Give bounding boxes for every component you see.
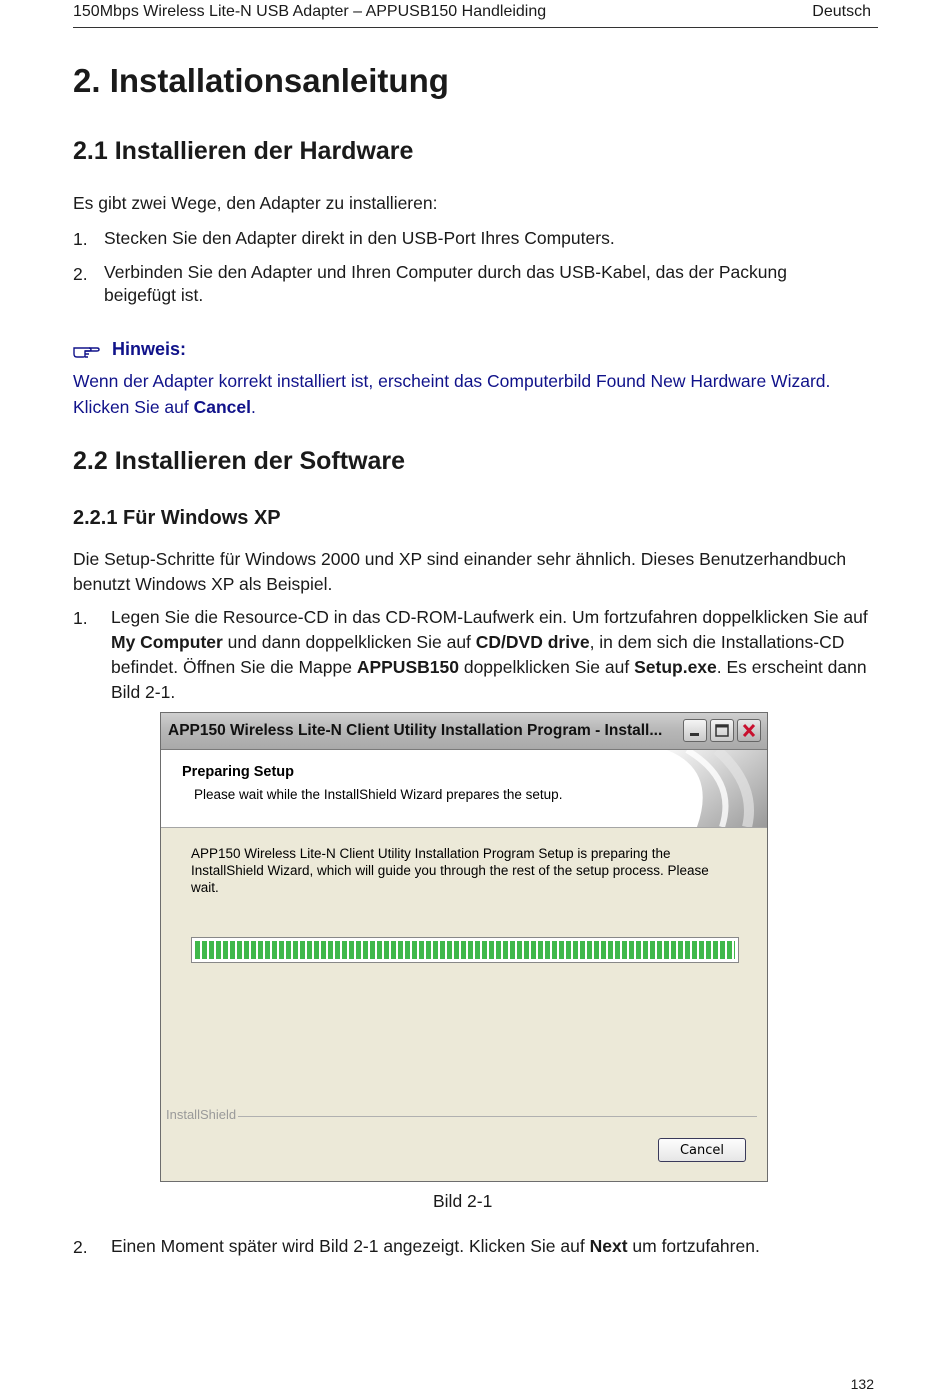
- installer-window: [160, 712, 768, 1182]
- installer-window-title: APP150 Wireless Lite-N Client Utility Installation Program - Install...: [168, 722, 663, 739]
- banner-title: Preparing Setup: [182, 764, 294, 780]
- note-title: [73, 339, 186, 360]
- note-title-text: Hinweis:: [112, 339, 187, 359]
- installer-banner: [161, 750, 767, 828]
- step2-next: Next: [589, 1236, 628, 1256]
- step2-text-a: Einen Moment später wird Bild 2-1 angezeigt. Klicken Sie auf: [111, 1236, 590, 1256]
- note-text-body: Wenn der Adapter korrekt installiert ist, erscheint das Computerbild Found New Hardware Wizard. Klicken Sie auf: [73, 371, 831, 417]
- step2-text-b: um fortzufahren.: [627, 1236, 760, 1256]
- minimize-icon: [684, 720, 706, 741]
- step1-appusb150: APPUSB150: [356, 657, 459, 677]
- note-cancel-bold: Cancel: [193, 397, 252, 417]
- maximize-button[interactable]: [710, 719, 734, 742]
- step1-text-e: . Es erscheint dann Bild 2-1.: [111, 657, 867, 702]
- installshield-divider: [238, 1116, 757, 1117]
- step1-my-computer: My Computer: [111, 632, 223, 652]
- close-button[interactable]: [737, 719, 761, 742]
- section-title: 2. Installationsanleitung: [73, 62, 449, 99]
- hardware-intro: Es gibt zwei Wege, den Adapter zu installieren:: [73, 193, 438, 213]
- minimize-button[interactable]: [683, 719, 707, 742]
- maximize-icon: [711, 720, 733, 741]
- header-title: 150Mbps Wireless Lite-N USB Adapter – APPUSB150 Handleiding: [73, 3, 547, 20]
- software-step-1-number: 1.: [73, 608, 88, 628]
- step1-cd-dvd-drive: CD/DVD drive: [475, 632, 590, 652]
- installer-message: APP150 Wireless Lite-N Client Utility Installation Program Setup is preparing the InstallShield Wizard, which will guide you through the rest of the setup process. Please wait.: [191, 846, 709, 895]
- hardware-step-2-text: Verbinden Sie den Adapter und Ihren Computer durch das USB-Kabel, das der Packung beigefügt ist.: [104, 262, 787, 305]
- cancel-button[interactable]: Cancel: [658, 1138, 746, 1162]
- hardware-step-2-number: 2.: [73, 264, 88, 284]
- header-language: Deutsch: [812, 3, 871, 20]
- hardware-step-1-text: Stecken Sie den Adapter direkt in den USB-Port Ihres Computers.: [104, 228, 615, 248]
- note-text: [73, 368, 863, 420]
- installshield-brand: InstallShield: [166, 1107, 237, 1122]
- software-subheading: 2.2.1 Für Windows XP: [73, 507, 281, 529]
- installer-titlebar: [161, 713, 767, 750]
- banner-swirl-graphic: [627, 750, 767, 827]
- close-icon: [738, 720, 760, 741]
- note-text-end: .: [251, 397, 256, 417]
- step1-text-a: Legen Sie die Resource-CD in das CD-ROM-Laufwerk ein. Um fortzufahren doppelklicken Sie auf: [111, 607, 868, 627]
- software-intro: Die Setup-Schritte für Windows 2000 und XP sind einander sehr ähnlich. Dieses Benutzerhandbuch benutzt Windows XP als Beispiel.: [73, 549, 847, 594]
- progress-bar: [191, 937, 739, 963]
- pointing-hand-icon: [73, 341, 102, 358]
- banner-subtitle: Please wait while the InstallShield Wizard prepares the setup.: [194, 787, 563, 802]
- software-step-2-number: 2.: [73, 1237, 88, 1257]
- step1-text-c: , in dem sich die Installations-CD befindet. Öffnen Sie die Mappe: [111, 632, 845, 677]
- hardware-step-1-number: 1.: [73, 229, 88, 249]
- software-step-2-text: [111, 1234, 871, 1259]
- step1-text-d: doppelklicken Sie auf: [458, 657, 635, 677]
- header-divider: [73, 27, 878, 28]
- software-heading: 2.2 Installieren der Software: [73, 447, 406, 475]
- figure-caption: Bild 2-1: [433, 1191, 493, 1211]
- hardware-heading: 2.1 Installieren der Hardware: [73, 137, 414, 165]
- software-step-1-text: [111, 605, 871, 705]
- step1-setup-exe: Setup.exe: [634, 657, 717, 677]
- progress-fill: [195, 941, 735, 959]
- step1-text-b: und dann doppelklicken Sie auf: [222, 632, 476, 652]
- page-number: 132: [850, 1376, 874, 1392]
